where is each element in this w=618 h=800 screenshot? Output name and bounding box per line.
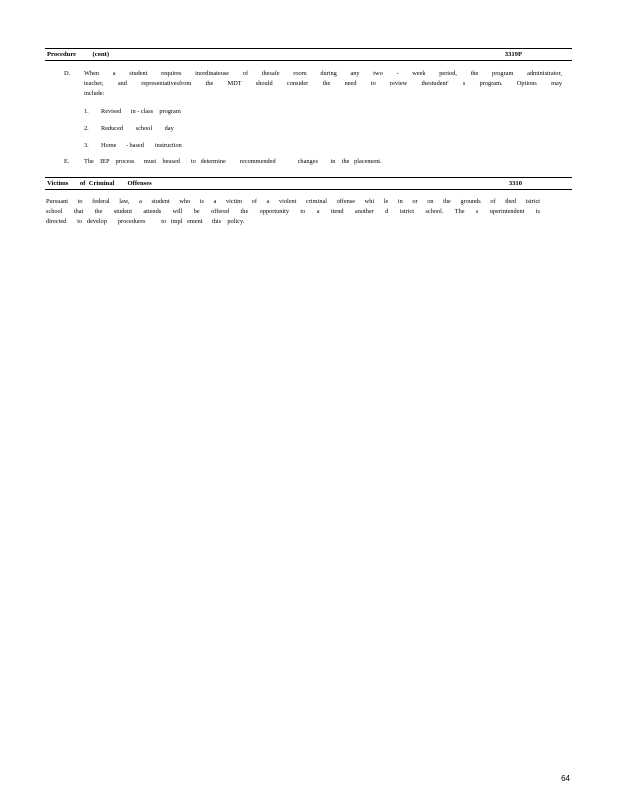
item-d-line-3: include: xyxy=(84,90,105,97)
item-e-label: E. xyxy=(64,158,70,165)
policy-code: 3310 xyxy=(508,179,522,187)
section-heading: Victims of Criminal Offenses xyxy=(47,179,152,187)
page-number: 64 xyxy=(561,774,570,783)
section-header-procedure xyxy=(45,48,572,61)
item-d-line-2: teacher, and representativesfrom the MDT should consider the need to review thestudent' s program. Options may xyxy=(84,80,562,87)
option-number: 3. xyxy=(84,142,89,149)
item-d-label: D. xyxy=(64,70,71,77)
option-text: Reduced school day xyxy=(101,125,174,132)
policy-code: 3319P xyxy=(504,50,522,58)
option-text: Home - based instruction xyxy=(101,142,182,149)
policy-line-3: directed to develop procedures to impl ement this policy. xyxy=(46,218,245,225)
item-d-line-1: When a student requires inordinateuse of thesafe room during any two - week period, the program administrator, xyxy=(84,70,562,77)
option-number: 1. xyxy=(84,108,89,115)
section-header-victims xyxy=(45,177,572,190)
policy-line-2: school that the student attends will be offered the opportunity to a ttend another d istrict school. The s uperintendent is xyxy=(46,208,540,215)
policy-line-1: Pursuant to federal law, a student who is a victim of a violent criminal offense whi le in or on the grounds of thed istrict xyxy=(46,198,540,205)
option-text: Revised in - class program xyxy=(101,108,181,115)
option-number: 2. xyxy=(84,125,89,132)
item-e-text: The IEP process must beused to determine recommended changes in the placement. xyxy=(84,158,382,165)
section-heading: Procedure (cont) xyxy=(47,50,110,58)
